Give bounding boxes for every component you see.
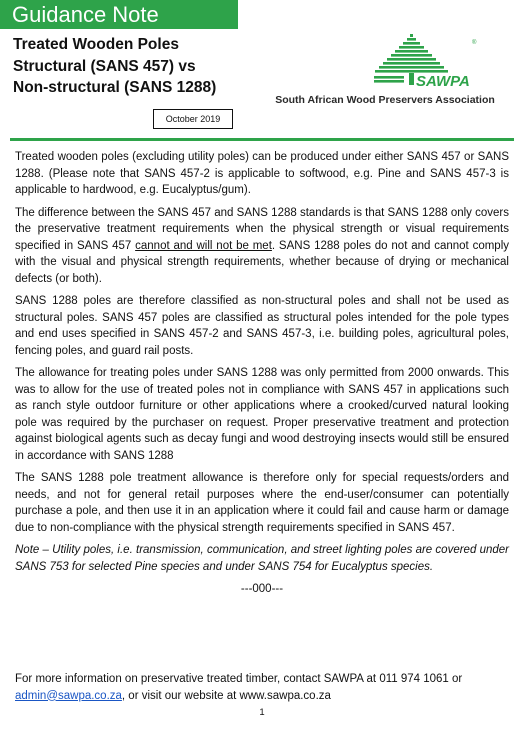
title-line-3: Non-structural (SANS 1288)	[13, 79, 217, 96]
document-title	[13, 34, 253, 99]
paragraph-4: The allowance for treating poles under SANS 1288 was only permitted from 2000 onwards. This was to allow for the use of treated poles not in compliance with SANS 457 in applications such as ranch style outdoor furniture or other applications where a crooked/curved natural looking pole was required by the purchaser on request. Proper preservative treatment and protection against biological agents such as decay fungi and wood destroying insects would still be ensured in accordance with SANS 1288	[15, 367, 509, 462]
paragraph-2-end: . SANS 1288 poles do not and cannot comply with the visual and physical strength requirements, whether because of drying or mechanical defects (or both).	[15, 239, 510, 285]
paragraph-2-emphasis: cannot and will not be met	[135, 239, 272, 252]
title-line-1: Treated Wooden Poles	[13, 36, 179, 53]
paragraph-2	[15, 205, 509, 288]
utility-poles-note: Note – Utility poles, i.e. transmission, communication, and street lighting poles are covered under SANS 753 for selected Pine species and under SANS 754 for Eucalyptus species.	[15, 544, 509, 573]
contact-line-1: For more information on preservative treated timber, contact SAWPA at 011 974 1061 or	[15, 673, 463, 685]
title-line-2: Structural (SANS 457) vs	[13, 57, 196, 75]
document-body	[15, 149, 509, 606]
association-name: South African Wood Preservers Association	[275, 94, 495, 106]
registered-mark: ®	[472, 40, 477, 46]
page-number: 1	[259, 707, 265, 718]
paragraph-2-start: The difference between the SANS 457 and SANS 1288 standards is that SANS 1288 only covers the preservative treatment requirements when the physical strength or visual requirements specified in SANS 457	[15, 206, 509, 252]
sawpa-logo-text: SAWPA	[416, 73, 470, 90]
header-divider	[10, 138, 514, 141]
paragraph-3: SANS 1288 poles are therefore classified as non-structural poles and shall not be used as structural poles. SANS 457 poles are classified as structural poles intended for the pole types and end uses specified in SANS 457-2 and SANS 457-3, i.e. building poles, agricultural poles, fencing poles, and guard rail posts.	[15, 295, 509, 357]
contact-footer	[15, 671, 509, 704]
paragraph-5: The SANS 1288 pole treatment allowance is therefore only for special requests/orders and needs, and not for general retail purposes where the end-user/consumer can potentially purchase a pole, and then use it in an application where it could fail and cause harm or damage due to non-compliance with the physical strength requirements specified in SANS 457.	[15, 472, 509, 534]
contact-line-2	[15, 688, 509, 705]
date-box: October 2019	[153, 109, 233, 129]
paragraph-1: Treated wooden poles (excluding utility poles) can be produced under either SANS 457 or SANS 1288. (Please note that SANS 457-2 is applicable to softwood, e.g. Pine and SANS 457-3 is applicable to hardwood, e.g. Eucalyptus/gum).	[15, 151, 509, 196]
end-separator: ---000---	[240, 583, 284, 595]
guidance-note-banner: Guidance Note	[0, 0, 238, 29]
email-link[interactable]: admin@sawpa.co.za	[15, 689, 122, 702]
website-text: , or visit our website at www.sawpa.co.za	[121, 689, 331, 702]
